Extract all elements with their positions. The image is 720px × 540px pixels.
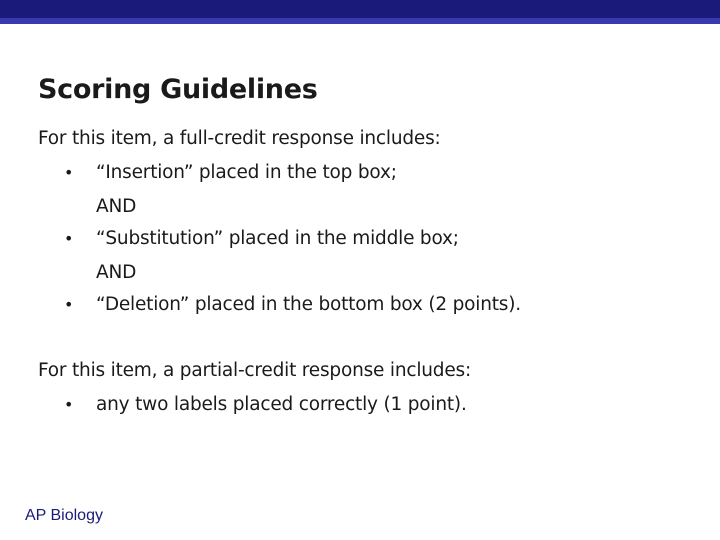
- header-stripe: [0, 18, 720, 24]
- full-credit-bullet-1: [64, 162, 397, 183]
- bullet-text: “Insertion” placed in the top box;: [96, 162, 397, 183]
- bullet-text: “Deletion” placed in the bottom box (2 points).: [96, 294, 521, 315]
- full-credit-bullet-3: [64, 294, 521, 315]
- bullet-icon: •: [64, 229, 74, 248]
- bullet-text: “Substitution” placed in the middle box;: [96, 228, 459, 249]
- partial-credit-bullet-1: [64, 394, 467, 415]
- and-connector-2: AND: [96, 262, 137, 283]
- full-credit-bullet-2: [64, 228, 459, 249]
- bullet-text: any two labels placed correctly (1 point).: [96, 394, 467, 415]
- slide-title: Scoring Guidelines: [38, 74, 318, 105]
- bullet-icon: •: [64, 163, 74, 182]
- and-connector-1: AND: [96, 196, 137, 217]
- bullet-icon: •: [64, 295, 74, 314]
- bullet-icon: •: [64, 395, 74, 414]
- partial-credit-intro: For this item, a partial-credit response includes:: [38, 360, 472, 381]
- footer-label: AP Biology: [25, 507, 103, 524]
- header-bar: [0, 0, 720, 18]
- full-credit-intro: For this item, a full-credit response includes:: [38, 128, 441, 149]
